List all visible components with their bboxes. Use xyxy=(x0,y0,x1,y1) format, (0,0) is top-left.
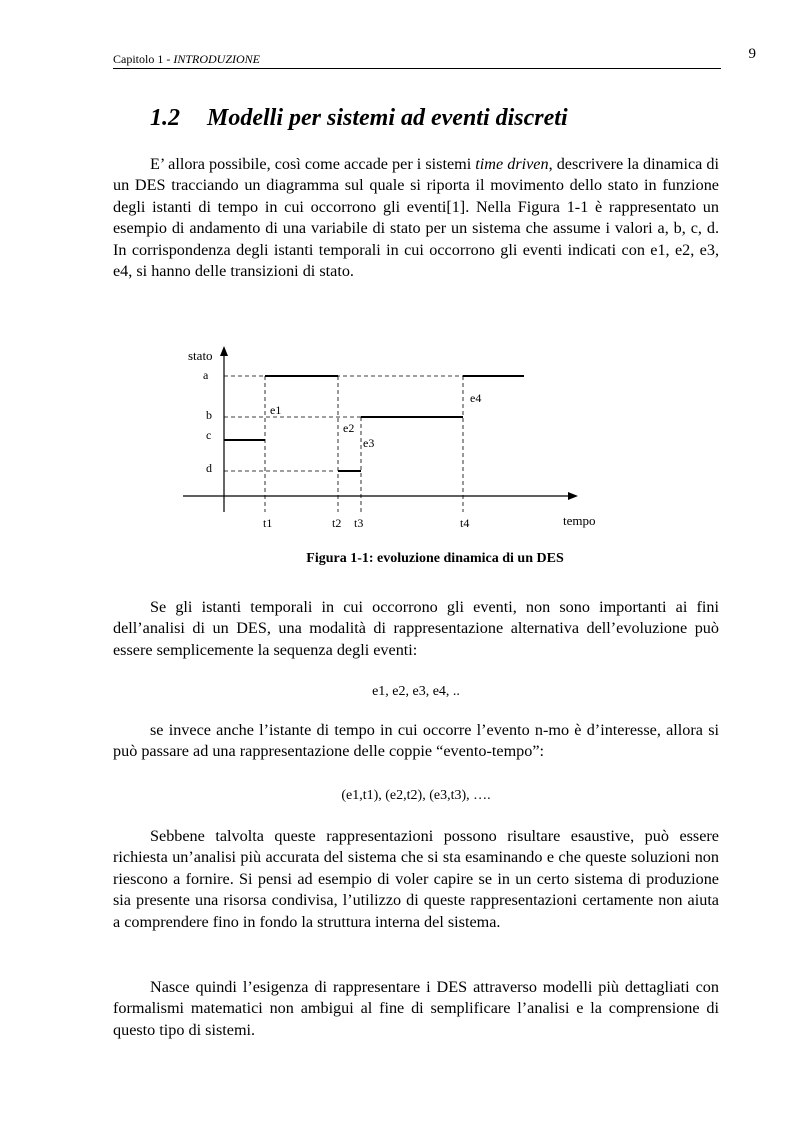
event-label-e1: e1 xyxy=(270,403,282,417)
paragraph-5-text: Nasce quindi l’esigenza di rappresentare i DES attraverso modelli più dettagliati con formalismi matematici non ambigui al fine di semplificare l’analisi e la comprensione di questo tipo di sistemi. xyxy=(113,978,719,1039)
x-axis-label: tempo xyxy=(563,513,596,528)
paragraph-4 xyxy=(113,826,719,933)
x-axis-arrow xyxy=(568,492,578,500)
paragraph-2 xyxy=(113,597,719,661)
event-time-sequence: (e1,t1), (e2,t2), (e3,t3), …. xyxy=(341,788,491,803)
time-label-t1: t1 xyxy=(263,516,273,530)
y-axis-label: stato xyxy=(188,348,213,363)
paragraph-1-text-b: , descrivere la dinamica di un DES tracciando un diagramma sul quale si riporta il movimento dello stato in funzione degli istanti di tempo in cui occorrono gli eventi[1]. Nella Figura 1-1 è rappresentato un esempio di andamento di una variabile di stato per un sistema che assume i valori a, b, c, d. In corrispondenza degli istanti temporali in cui occorrono gli eventi indicati con e1, e2, e3, e4, si hanno delle transizioni di stato. xyxy=(113,155,720,281)
paragraph-1-text-a: E’ allora possibile, così come accade per i sistemi xyxy=(150,155,476,173)
figure-caption: Figura 1-1: evoluzione dinamica di un DES xyxy=(306,551,564,566)
state-label-d: d xyxy=(206,461,212,475)
section-title: Modelli per sistemi ad eventi discreti xyxy=(207,105,568,131)
event-sequence: e1, e2, e3, e4, .. xyxy=(372,684,460,699)
time-label-t4: t4 xyxy=(460,516,470,530)
time-label-t3: t3 xyxy=(354,516,364,530)
event-label-e2: e2 xyxy=(343,421,355,435)
chapter-label: Capitolo 1 - xyxy=(113,52,174,66)
section-number: 1.2 xyxy=(150,105,180,131)
state-label-a: a xyxy=(203,368,209,382)
paragraph-5 xyxy=(113,977,719,1041)
header-rule xyxy=(113,68,721,69)
paragraph-3-text: se invece anche l’istante di tempo in cui occorre l’evento n-mo è d’interesse, allora si può passare ad una rappresentazione delle coppie “evento-tempo”: xyxy=(113,721,719,761)
paragraph-2-text: Se gli istanti temporali in cui occorrono gli eventi, non sono importanti ai fini dell’analisi di un DES, una modalità di rappresentazione alternativa dell’evoluzione può essere semplicemente la sequenza degli eventi: xyxy=(113,598,719,659)
event-label-e3: e3 xyxy=(363,436,375,450)
paragraph-1-italic: time driven xyxy=(475,155,549,173)
paragraph-3 xyxy=(113,720,719,763)
paragraph-4-text: Sebbene talvolta queste rappresentazioni possono risultare esaustive, può essere richiesta un’analisi più accurata del sistema che si sta esaminando e che queste soluzioni non riescono a fornire. Si pensi ad esempio di voler capire se in un certo sistema di produzione sia presente una risorsa condivisa, l’utilizzo di queste rappresentazioni certamente non aiuta a comprendere fino in fondo la struttura interna del sistema. xyxy=(113,827,719,931)
chapter-title: INTRODUZIONE xyxy=(173,52,260,66)
paragraph-1 xyxy=(113,154,719,282)
state-label-c: c xyxy=(206,428,212,442)
y-axis-arrow xyxy=(220,346,228,356)
time-label-t2: t2 xyxy=(332,516,342,530)
section-heading xyxy=(150,105,568,132)
event-label-e4: e4 xyxy=(470,391,482,405)
state-label-b: b xyxy=(206,408,212,422)
page-number: 9 xyxy=(748,46,756,62)
running-header xyxy=(113,46,756,66)
